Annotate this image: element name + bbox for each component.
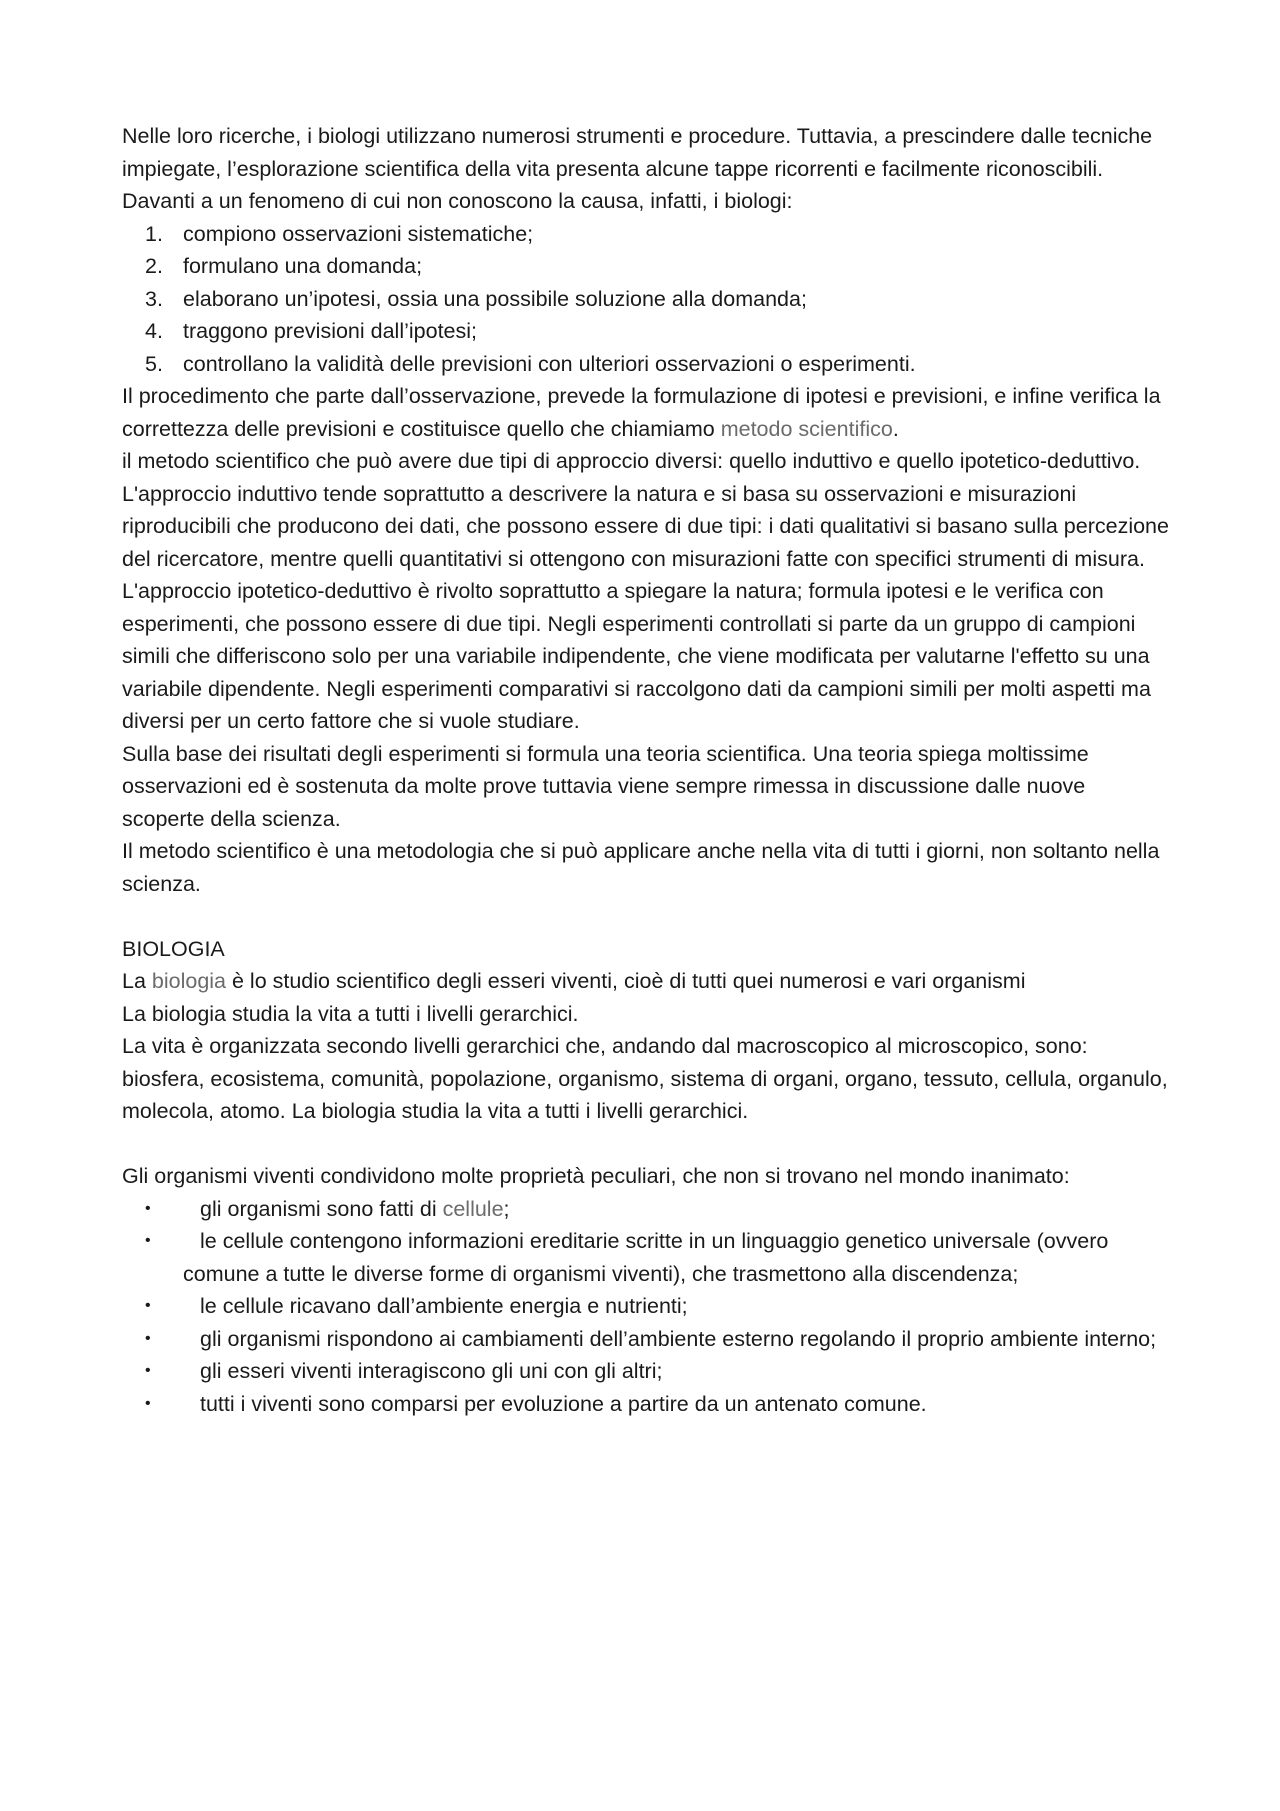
step-number: 5. [145, 351, 163, 376]
step-text: elaborano un’ipotesi, ossia una possibile soluzione alla domanda; [183, 286, 807, 311]
list-item [122, 348, 1170, 381]
levels-short-paragraph: La biologia studia la vita a tutti i livelli gerarchici. [122, 1001, 579, 1026]
step-number: 4. [145, 319, 163, 343]
method-paragraph [122, 380, 1170, 445]
list-item [122, 1225, 1170, 1290]
bullet-icon: • [145, 1232, 151, 1249]
deductive-paragraph: L'approccio ipotetico-deduttivo è rivolto soprattutto a spiegare la natura; formula ipotesi e le verifica con esperimenti, che possono essere di due tipi. Negli esperimenti controllati si parte da un gruppo di campioni simili che differiscono solo per una variabile indipendente, che viene modificata per valutarne l'effetto su una variabile dipendente. Negli esperimenti comparativi si raccolgono dati da campioni simili per molti aspetti ma diversi per un certo fattore che si vuole studiare. [122, 579, 1151, 733]
step-text: formulano una domanda; [183, 254, 423, 278]
list-item [122, 218, 1170, 251]
intro-paragraph: Nelle loro ricerche, i biologi utilizzano numerosi strumenti e procedure. Tuttavia, a prescindere dalle tecniche impiegate, l’esplorazione scientifica della vita presenta alcune tappe ricorrenti e facilmente riconoscibili. Davanti a un fenomeno di cui non conoscono la causa, infatti, i biologi: [122, 124, 1153, 213]
keyword-biologia: biologia [151, 969, 227, 993]
document-page [122, 120, 1170, 1420]
definition-text-end: è lo studio scientifico degli esseri viventi, cioè di tutti quei numerosi e vari organismi [226, 969, 1026, 993]
property-text: le cellule ricavano dall’ambiente energia e nutrienti; [200, 1294, 688, 1318]
list-item [122, 283, 1170, 316]
list-item [122, 1388, 1170, 1421]
property-text-start: gli organismi sono fatti di [200, 1196, 443, 1221]
keyword-cellule: cellule [442, 1196, 504, 1221]
spacer [122, 1128, 1170, 1161]
definition-text: La [122, 969, 152, 993]
section-heading-biologia: BIOLOGIA [122, 936, 225, 961]
step-text: controllano la validità delle previsioni con ulteriori osservazioni o esperimenti. [183, 351, 916, 376]
biology-definition [122, 965, 1170, 998]
property-text-end: ; [503, 1196, 510, 1221]
property-text: tutti i viventi sono comparsi per evoluzione a partire da un antenato comune. [200, 1391, 927, 1416]
bullet-icon: • [145, 1362, 151, 1379]
spacer [122, 900, 1170, 933]
list-item [122, 250, 1170, 283]
properties-list [122, 1193, 1170, 1421]
theory-paragraph: Sulla base dei risultati degli esperimenti si formula una teoria scientifica. Una teoria spiega moltissime osservazioni ed è sostenuta da molte prove tuttavia viene sempre rimessa in discussione dalle nuove scoperte della scienza. [122, 741, 1089, 831]
list-item [122, 1323, 1170, 1356]
method-text: Il procedimento che parte dall’osservazione, prevede la formulazione di ipotesi e previsioni, e infine verifica la correttezza delle previsioni e costituisce quello che chiamiamo [122, 384, 1161, 441]
list-item [122, 1355, 1170, 1388]
bullet-icon: • [145, 1297, 151, 1314]
steps-list [122, 218, 1170, 381]
keyword-metodo-scientifico: metodo scientifico [720, 416, 893, 441]
bullet-icon: • [145, 1199, 151, 1217]
properties-intro: Gli organismi viventi condividono molte proprietà peculiari, che non si trovano nel mondo inanimato: [122, 1164, 1070, 1188]
approaches-paragraph: il metodo scientifico che può avere due tipi di approccio diversi: quello induttivo e quello ipotetico-deduttivo. [122, 449, 1141, 473]
property-text: gli esseri viventi interagiscono gli uni con gli altri; [200, 1359, 663, 1383]
list-item [122, 1290, 1170, 1323]
bullet-icon: • [145, 1394, 151, 1412]
method-text-end: . [892, 416, 899, 441]
step-number: 3. [145, 286, 163, 311]
list-item [122, 315, 1170, 348]
step-number: 2. [145, 254, 163, 278]
step-text: traggono previsioni dall’ipotesi; [183, 319, 478, 343]
levels-long-paragraph: La vita è organizzata secondo livelli gerarchici che, andando dal macroscopico al microscopico, sono: biosfera, ecosistema, comunità, popolazione, organismo, sistema di organi, organo, tessuto, cellula, organulo, molecola, atomo. La biologia studia la vita a tutti i livelli gerarchici. [122, 1034, 1168, 1123]
property-text: gli organismi rispondono ai cambiamenti dell’ambiente esterno regolando il proprio ambiente interno; [200, 1326, 1157, 1351]
property-text: le cellule contengono informazioni ereditarie scritte in un linguaggio genetico universale (ovvero comune a tutte le diverse forme di organismi viventi), che trasmettono alla discendenza; [183, 1229, 1109, 1286]
step-text: compiono osservazioni sistematiche; [183, 221, 534, 246]
inductive-paragraph: L'approccio induttivo tende soprattutto a descrivere la natura e si basa su osservazioni e misurazioni riproducibili che producono dei dati, che possono essere di due tipi: i dati qualitativi si basano sulla percezione del ricercatore, mentre quelli quantitativi si ottengono con misurazioni fatte con specifici strumenti di misura. [122, 481, 1169, 571]
list-item [122, 1193, 1170, 1226]
property-text [183, 1197, 510, 1221]
step-number: 1. [145, 221, 163, 246]
everyday-paragraph: Il metodo scientifico è una metodologia che si può applicare anche nella vita di tutti i giorni, non soltanto nella scienza. [122, 839, 1160, 896]
bullet-icon: • [145, 1329, 151, 1347]
